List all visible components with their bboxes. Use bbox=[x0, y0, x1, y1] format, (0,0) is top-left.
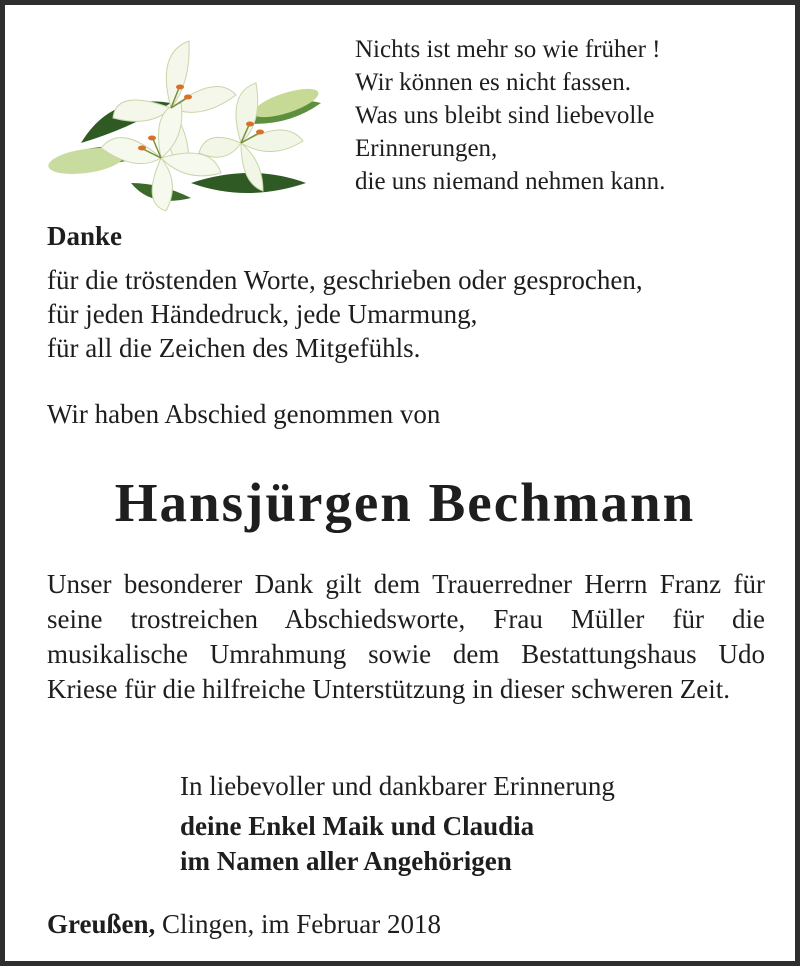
closing-line: In liebevoller und dankbarer Erinnerung bbox=[180, 771, 615, 801]
thanks-heading: Danke bbox=[47, 221, 123, 251]
place-date-footer bbox=[47, 907, 441, 941]
signers bbox=[180, 809, 534, 879]
thanks-line: für die tröstenden Worte, geschrieben oder gesprochen, bbox=[47, 265, 643, 295]
poem-line: Nichts ist mehr so wie früher ! bbox=[355, 36, 661, 63]
footer-place-date: Clingen, im Februar 2018 bbox=[155, 909, 441, 939]
poem-line: die uns niemand nehmen kann. bbox=[355, 168, 666, 195]
thanks-line: für all die Zeichen des Mitgefühls. bbox=[47, 333, 421, 363]
thanks-line: für jeden Händedruck, jede Umarmung, bbox=[47, 299, 478, 329]
footer-city: Greußen, bbox=[47, 909, 156, 939]
signer-line: im Namen aller Angehörigen bbox=[180, 846, 512, 876]
farewell-intro: Wir haben Abschied genommen von bbox=[47, 399, 441, 429]
poem-line: Wir können es nicht fassen. bbox=[355, 69, 632, 96]
thanks-lines bbox=[47, 263, 643, 365]
signer-line: deine Enkel Maik und Claudia bbox=[180, 811, 535, 841]
poem-line: Was uns bleibt sind liebevolle bbox=[355, 102, 655, 129]
poem bbox=[355, 33, 775, 198]
poem-line: Erinnerungen, bbox=[355, 135, 498, 162]
lily-flowers-icon bbox=[41, 33, 323, 211]
special-thanks-paragraph: Unser besonderer Dank gilt dem Trauerredner Herrn Franz für seine trostreichen Abschiedsworte, Frau Müller für die musikalische Umrahmung sowie dem Bestattungshaus Udo Kriese für die hilfreiche Unterstützung in dieser schweren Zeit. bbox=[47, 569, 765, 704]
deceased-name: Hansjürgen Bechmann bbox=[114, 472, 696, 533]
